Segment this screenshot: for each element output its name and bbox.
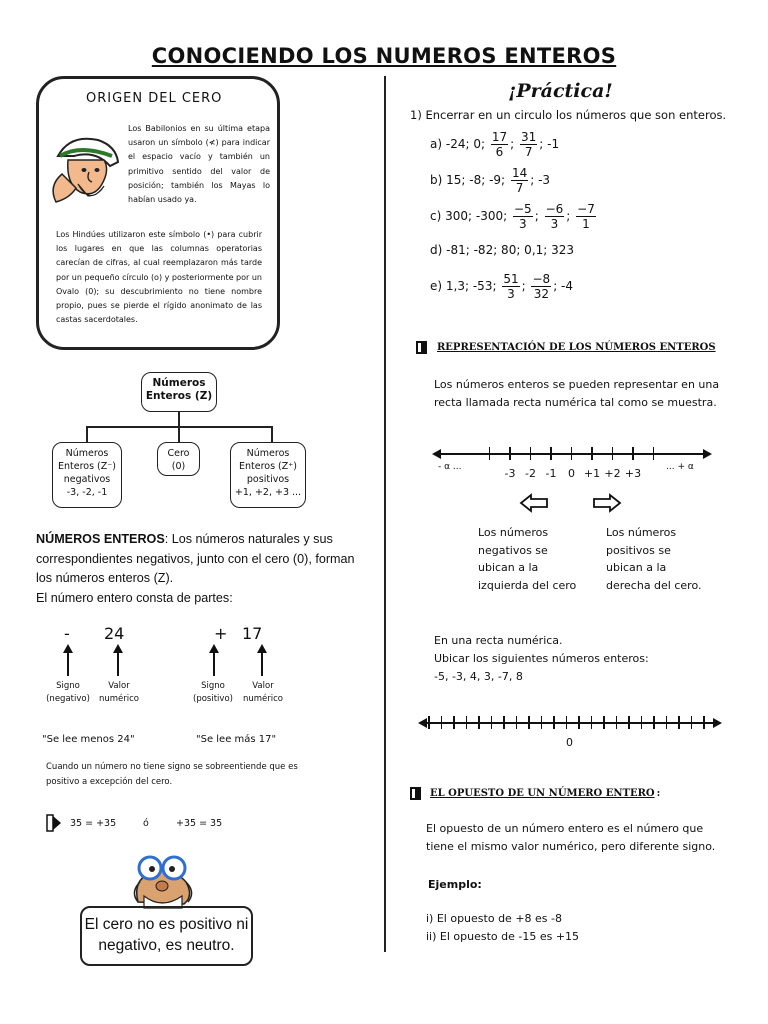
number-line-2-tick [666, 716, 668, 729]
denominator: 7 [515, 181, 524, 195]
number-line-label: -3 [504, 467, 516, 480]
plus-infinity-label: ... + α [666, 462, 694, 472]
example1-reading: "Se lee menos 24" [42, 734, 135, 745]
equivalence-or: ó [143, 818, 149, 829]
numerator: −6 [545, 202, 564, 216]
equivalence-2: +35 = 35 [176, 818, 223, 829]
number-line-2-tick [678, 716, 680, 729]
number-line-2-tick [566, 716, 568, 729]
number-line-2-tick [578, 716, 580, 729]
tree-positive-line: +1, +2, +3 ... [234, 487, 302, 498]
number-line-2-tick [453, 716, 455, 729]
tree-zero-line: (0) [171, 461, 186, 472]
arrow-up-icon [213, 652, 215, 676]
pointer-icon [46, 814, 62, 832]
item-text: -81; -82; 80; 0,1; 323 [446, 243, 575, 257]
positive-note: Los números positivos se ubican a la derecha del cero. [606, 526, 702, 592]
denominator: 32 [533, 287, 549, 301]
tree-connector [178, 426, 180, 442]
number-line-tick [653, 447, 655, 460]
item-text: 1,3; -53; [445, 279, 497, 293]
example2-sign: + [214, 624, 228, 643]
speech-bubble: El cero no es positivo ni negativo, es neutro. [80, 906, 253, 966]
item-text: ; [510, 137, 515, 151]
equivalence-1: 35 = +35 [70, 818, 117, 829]
number-line-label: +1 [583, 467, 601, 480]
number-line-tick [530, 447, 532, 460]
number-line-tick [509, 447, 511, 460]
cartoon-face-icon [124, 852, 200, 910]
example2-sign-label: Signo (positivo) [193, 681, 233, 704]
representation-text: Los números enteros se pueden representar en una recta llamada recta numérica tal como se muestra. [434, 378, 720, 409]
item-text: 300; -300; [445, 209, 508, 223]
number-line-label: -2 [525, 467, 536, 480]
number-line-right-arrow-icon [703, 449, 712, 459]
arrow-up-icon [67, 652, 69, 676]
number-line-2-tick [641, 716, 643, 729]
example1-sign-label: Signo (negativo) [46, 681, 90, 704]
number-line-2-tick [441, 716, 443, 729]
opposite-heading [430, 788, 660, 799]
definition-text: : Los números naturales y sus correspondientes negativos, junto con el cero (0), forman los números enteros (Z). [36, 532, 355, 585]
number-line-tick [632, 447, 634, 460]
origin-title: ORIGEN DEL CERO [86, 91, 223, 106]
number-line-2-tick [591, 716, 593, 729]
tree-negative-line: negativos [63, 474, 111, 485]
number-line-tick [571, 447, 573, 460]
practice-item-b [430, 166, 550, 195]
numerator: 31 [521, 130, 537, 144]
number-line-2-tick [553, 716, 555, 729]
example1-sign: - [64, 624, 70, 643]
numerator: 51 [503, 272, 519, 286]
numerator: 14 [511, 166, 528, 180]
item-text: ; -3 [530, 173, 551, 187]
column-divider [384, 76, 386, 952]
tree-root-line-1: Números [152, 377, 206, 389]
number-line-label: 0 [568, 467, 575, 480]
tree-negative-node [52, 442, 122, 508]
tree-connector [271, 426, 273, 442]
item-text: ; [521, 279, 526, 293]
number-line-2-tick [603, 716, 605, 729]
fraction [491, 130, 508, 159]
section-bullet-icon [410, 787, 421, 800]
tree-negative-line: Enteros (Z⁻) [57, 461, 116, 472]
item-label: c) [430, 209, 442, 223]
number-line-label: -1 [545, 467, 557, 480]
babylonian-man-illustration [40, 126, 126, 206]
number-line-2-tick [541, 716, 543, 729]
number-line-label: +2 [604, 467, 621, 480]
section-bullet-icon [416, 341, 427, 354]
opposite-example-1: i) El opuesto de +8 es -8 [426, 912, 562, 925]
number-line-tick [612, 447, 614, 460]
definition-parts: El número entero consta de partes: [36, 590, 233, 605]
fraction [511, 166, 528, 195]
denominator: 7 [524, 145, 533, 159]
representation-heading: REPRESENTACIÓN DE LOS NÚMEROS ENTEROS [437, 342, 716, 353]
arrow-up-icon [261, 652, 263, 676]
tree-root-node [141, 372, 217, 412]
opposite-example-label: Ejemplo: [428, 878, 482, 891]
number-line-tick [489, 447, 491, 460]
item-text: 15; -8; -9; [446, 173, 506, 187]
number-line-2-tick [478, 716, 480, 729]
numerator: −5 [513, 202, 532, 216]
numerator: −8 [532, 272, 551, 286]
page-title: CONOCIENDO LOS NUMEROS ENTEROS [151, 44, 617, 68]
number-line-2-tick [653, 716, 655, 729]
practice-item-e [430, 272, 573, 301]
fraction [576, 202, 596, 231]
tree-connector [86, 426, 88, 442]
numerator: −7 [577, 202, 595, 216]
arrow-up-icon [117, 652, 119, 676]
item-label: b) [430, 173, 443, 187]
definition-term: NÚMEROS ENTEROS [36, 532, 165, 546]
right-outline-arrow-icon [592, 493, 622, 513]
tree-positive-line: positivos [246, 474, 290, 485]
example1-value: 24 [104, 624, 125, 643]
item-text: ; -1 [539, 137, 560, 151]
example1-value-label: Valor numérico [98, 681, 139, 704]
negative-note: Los números negativos se ubican a la izquierda del cero [478, 526, 577, 592]
definition-block [36, 530, 366, 608]
numerator: 17 [491, 130, 508, 144]
denominator: 6 [495, 145, 504, 159]
number-line-2-right-arrow-icon [713, 718, 722, 728]
number-line-tick [550, 447, 552, 460]
opposite-example-2: ii) El opuesto de -15 es +15 [426, 930, 580, 943]
number-line-task: En una recta numérica. Ubicar los siguientes números enteros: -5, -3, 4, 3, -7, 8 [434, 634, 649, 683]
number-line-tick [591, 447, 593, 460]
number-line-2-tick [691, 716, 693, 729]
number-line-2-tick [616, 716, 618, 729]
example2-reading: "Se lee más 17" [196, 734, 277, 745]
practice-item-d [430, 243, 574, 257]
number-line-2-tick [628, 716, 630, 729]
origin-paragraph-2: Los Hindúes utilizaron este símbolo (•) para cubrir los lugares en que las columnas operatorias carecían de cifras, al cual reemplazaron más tarde por un pequeño círculo (o) y posteriormente por un Ovalo (0); su descubrimiento no tiene nombre propio, pues se pierde el rígido anonimato de las castas sacerdotales. [56, 230, 262, 325]
item-text: ; -4 [553, 279, 574, 293]
number-line-2-tick [428, 716, 430, 729]
fraction [513, 202, 533, 231]
item-label: e) [430, 279, 443, 293]
item-text: ; [566, 209, 571, 223]
fraction [520, 130, 537, 159]
example2-value-label: Valor numérico [242, 681, 283, 704]
item-text: ; [534, 209, 539, 223]
number-line-2-tick [516, 716, 518, 729]
fraction [545, 202, 565, 231]
number-line-2-tick [491, 716, 493, 729]
denominator: 3 [550, 217, 559, 231]
tree-zero-line: Cero [167, 448, 190, 459]
denominator: 1 [582, 217, 590, 231]
number-line-2-tick [703, 716, 705, 729]
practice-instruction: 1) Encerrar en un circulo los números que son enteros. [410, 108, 727, 122]
denominator: 3 [507, 287, 515, 301]
tree-root-line-2: Enteros (Z) [145, 390, 213, 402]
example2-value: 17 [242, 624, 263, 643]
practice-item-c [430, 202, 598, 231]
tree-positive-node [230, 442, 306, 508]
practice-title: ¡Práctica! [508, 80, 613, 102]
tree-positive-line: Enteros (Z⁺) [238, 461, 297, 472]
fraction [502, 272, 519, 301]
practice-item-a [430, 130, 559, 159]
tree-zero-node [157, 442, 200, 476]
tree-negative-line: Números [65, 448, 109, 459]
number-line-2-tick [528, 716, 530, 729]
opposite-text: El opuesto de un número entero es el número que tiene el mismo valor numérico, pero diferente signo. [426, 822, 716, 853]
number-line [440, 453, 704, 455]
number-line-2 [426, 722, 714, 724]
item-text: -24; 0; [445, 137, 486, 151]
item-label: d) [430, 243, 443, 257]
number-line-2-tick [503, 716, 505, 729]
fraction [531, 272, 551, 301]
item-label: a) [430, 137, 443, 151]
denominator: 3 [519, 217, 527, 231]
opposite-heading-colon: : [656, 788, 661, 799]
number-line-2-tick [466, 716, 468, 729]
opposite-heading-text: EL OPUESTO DE UN NÚMERO ENTERO [430, 788, 655, 799]
number-line-label: +3 [624, 467, 642, 480]
minus-infinity-label: - α ... [438, 462, 462, 472]
tree-connector [178, 412, 180, 426]
unsigned-note: Cuando un número no tiene signo se sobreentiende que es positivo a excepción del cero. [46, 762, 298, 787]
tree-negative-line: -3, -2, -1 [66, 487, 108, 498]
number-line-2-zero: 0 [566, 736, 573, 749]
origin-paragraph-1: Los Babilonios en su última etapa usaron un símbolo (≮) para indicar el espacio vacío y también un primitivo sentido del valor de posición; también los Mayas lo habían usado ya. [128, 124, 270, 205]
left-outline-arrow-icon [519, 493, 549, 513]
tree-positive-line: Números [246, 448, 290, 459]
